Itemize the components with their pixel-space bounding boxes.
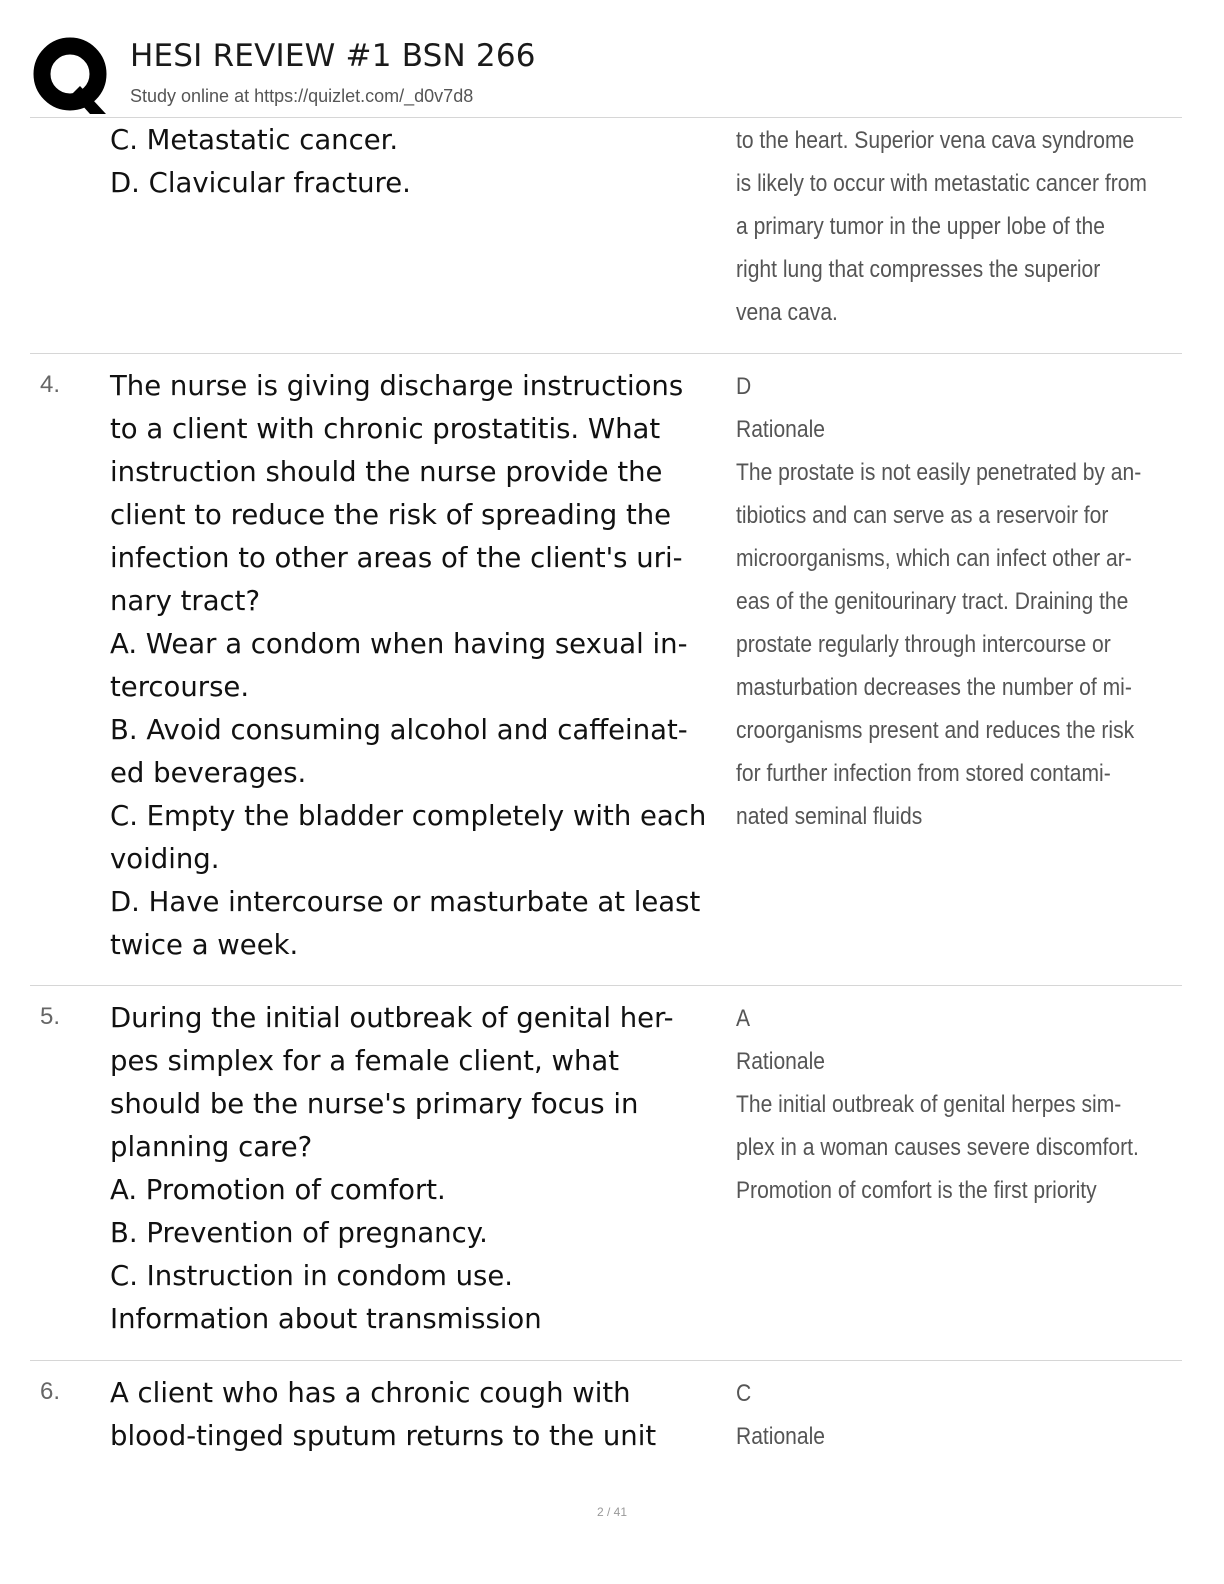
- divider: [30, 353, 1182, 354]
- answer-line: plex in a woman causes severe discomfort.: [736, 1134, 1139, 1161]
- question-line: client to reduce the risk of spreading the: [110, 499, 672, 531]
- answer-text: [736, 119, 1147, 334]
- answer-line: right lung that compresses the superior: [736, 256, 1101, 283]
- question-line: C. Empty the bladder completely with each: [110, 800, 707, 832]
- question-line: D. Clavicular fracture.: [110, 167, 411, 199]
- question-text: [110, 997, 730, 1341]
- answer-line: for further infection from stored contami-: [736, 760, 1111, 787]
- document-title: HESI REVIEW #1 BSN 266: [130, 38, 536, 74]
- question-text: [110, 1372, 730, 1458]
- question-line: B. Avoid consuming alcohol and caffeinat-: [110, 714, 688, 746]
- answer-text: [736, 997, 1139, 1212]
- answer-line: a primary tumor in the upper lobe of the: [736, 213, 1105, 240]
- page-number: 2 / 41: [596, 1505, 628, 1519]
- answer-line: microorganisms, which can infect other ar-: [736, 545, 1132, 572]
- rationale-label: Rationale: [736, 416, 826, 443]
- question-line: infection to other areas of the client's uri-: [110, 542, 683, 574]
- question-line: A. Wear a condom when having sexual in-: [110, 628, 688, 660]
- question-line: Information about transmission: [110, 1303, 542, 1335]
- answer-line: tibiotics and can serve as a reservoir for: [736, 502, 1109, 529]
- question-line: The nurse is giving discharge instructions: [110, 370, 684, 402]
- question-line: pes simplex for a female client, what: [110, 1045, 620, 1077]
- answer-line: eas of the genitourinary tract. Draining the: [736, 588, 1129, 615]
- question-line: to a client with chronic prostatitis. What: [110, 413, 661, 445]
- answer-letter: A: [736, 1005, 751, 1032]
- rationale-label: Rationale: [736, 1048, 826, 1075]
- answer-line: Promotion of comfort is the first priority: [736, 1177, 1097, 1204]
- page-header: [30, 30, 1190, 116]
- divider: [30, 985, 1182, 986]
- question-line: tercourse.: [110, 671, 250, 703]
- study-online-link[interactable]: Study online at https://quizlet.com/_d0v7d8: [130, 86, 474, 106]
- answer-line: to the heart. Superior vena cava syndrome: [736, 127, 1135, 154]
- answer-line: croorganisms present and reduces the risk: [736, 717, 1135, 744]
- answer-line: prostate regularly through intercourse or: [736, 631, 1111, 658]
- question-line: voiding.: [110, 843, 220, 875]
- answer-line: The initial outbreak of genital herpes sim-: [736, 1091, 1122, 1118]
- answer-letter: C: [736, 1380, 752, 1407]
- question-line: A. Promotion of comfort.: [110, 1174, 446, 1206]
- question-line: planning care?: [110, 1131, 313, 1163]
- question-line: D. Have intercourse or masturbate at least: [110, 886, 701, 918]
- answer-line: masturbation decreases the number of mi-: [736, 674, 1132, 701]
- quizlet-logo-icon: [32, 36, 112, 116]
- question-number: 6.: [40, 1378, 61, 1405]
- answer-line: vena cava.: [736, 299, 838, 326]
- answer-letter: D: [736, 373, 752, 400]
- answer-line: is likely to occur with metastatic cancer from: [736, 170, 1147, 197]
- divider: [30, 117, 1182, 118]
- question-number: 5.: [40, 1003, 61, 1030]
- question-line: During the initial outbreak of genital her-: [110, 1002, 674, 1034]
- question-line: instruction should the nurse provide the: [110, 456, 663, 488]
- answer-line: The prostate is not easily penetrated by an-: [736, 459, 1142, 486]
- question-line: ed beverages.: [110, 757, 307, 789]
- answer-text: [736, 365, 1142, 838]
- question-line: twice a week.: [110, 929, 299, 961]
- question-number: 4.: [40, 371, 61, 398]
- question-text: [110, 365, 730, 967]
- question-line: C. Metastatic cancer.: [110, 124, 399, 156]
- answer-text: [736, 1372, 1114, 1458]
- question-line: A client who has a chronic cough with: [110, 1377, 631, 1409]
- question-line: C. Instruction in condom use.: [110, 1260, 514, 1292]
- question-line: B. Prevention of pregnancy.: [110, 1217, 488, 1249]
- rationale-label: Rationale: [736, 1423, 826, 1450]
- answer-line: nated seminal fluids: [736, 803, 923, 830]
- question-line: should be the nurse's primary focus in: [110, 1088, 639, 1120]
- divider: [30, 1360, 1182, 1361]
- question-text: [110, 119, 730, 205]
- question-line: nary tract?: [110, 585, 261, 617]
- question-line: blood-tinged sputum returns to the unit: [110, 1420, 657, 1452]
